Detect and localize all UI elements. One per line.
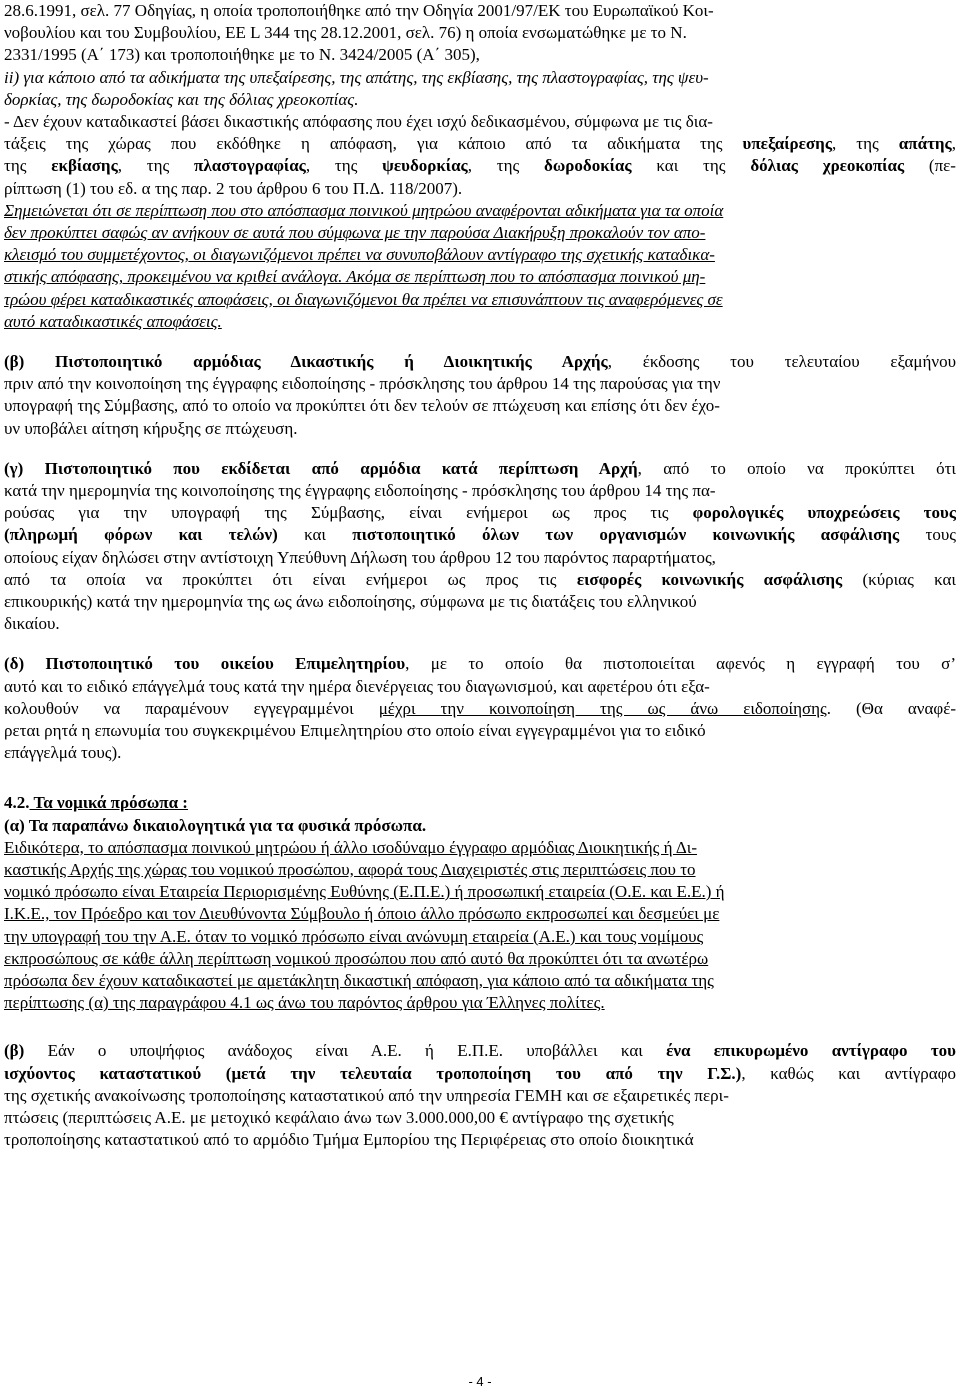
- text-line: της εκβίασης, της πλαστογραφίας, της ψευδορκίας, της δωροδοκίας και της δόλιας χρεοκοπίας (πε-: [4, 156, 956, 176]
- text-line: οποίους είχαν δηλώσει στην αντίστοιχη Υπεύθυνη Δήλωση του άρθρου 12 του παρόντος παραρτήματος,: [4, 547, 716, 567]
- text-line: πτώσεις (περιπτώσεις Α.Ε. με μετοχικό κεφάλαιο άνω των 3.000.000,00 € αντίγραφο της σχετικής: [4, 1107, 674, 1127]
- text-line: επικουρικής) κατά την ημερομηνία της ως άνω ειδοποίησης, σύμφωνα με τις διατάξεις του ελληνικού: [4, 591, 697, 611]
- page-number: - 4 -: [468, 1374, 492, 1389]
- paragraph-offences-list: [4, 67, 956, 111]
- text-line: (πληρωμή φόρων και τελών) και πιστοποιητικό όλων των οργανισμών κοινωνικής ασφάλισης τους: [4, 525, 956, 545]
- paragraph-no-conviction: [4, 111, 956, 200]
- text-line: τάξεις της χώρας που εκδόθηκε η απόφαση, για κάποιο από τα αδικήματα της υπεξαίρεσης, της απάτης,: [4, 134, 956, 154]
- paragraph-articles-of-association: [4, 1040, 956, 1151]
- text-line: Ειδικότερα, το απόσπασμα ποινικού μητρώου ή άλλο ισοδύναμο έγγραφο αρμόδιας Διοικητικής ή Δι-: [4, 837, 698, 857]
- text-line: Ι.Κ.Ε., τον Πρόεδρο και τον Διευθύνοντα Σύμβουλο ή όποιο άλλο πρόσωπο εκπροσωπεί και δεσμεύει με: [4, 904, 720, 924]
- text-line: υπογραφή της Σύμβασης, από το οποίο να προκύπτει ότι δεν τελούν σε πτώχευση και επίσης ότι δεν έχο-: [4, 396, 720, 416]
- text-line: νοβουλίου και του Συμβουλίου, ΕΕ L 344 της 28.12.2001, σελ. 76) η οποία ενσωματώθηκε με το Ν.: [4, 23, 687, 43]
- text-line: περίπτωσης (α) της παραγράφου 4.1 ως άνω του παρόντος άρθρου για Έλληνες πολίτες.: [4, 993, 605, 1013]
- text-line: την υπογραφή του την Α.Ε. όταν το νομικό πρόσωπο είναι ανώνυμη εταιρεία (Α.Ε.) και τους νομίμους: [4, 926, 704, 946]
- text-line: τρώου φέρει καταδικαστικές αποφάσεις, οι διαγωνιζόμενοι θα πρέπει να επισυνάπτουν τις αναφερόμενες σε: [4, 289, 723, 309]
- paragraph-tax-certificate: [4, 458, 956, 636]
- text-line: κλεισμό του συμμετέχοντος, οι διαγωνιζόμενοι πρέπει να συνυποβάλουν αντίγραφο της σχετικής καταδικα-: [4, 245, 715, 265]
- text-line: αυτό και το ειδικό επάγγελμά τους κατά την ημέρα διενέργειας του διαγωνισμού, και αφετέρου ότι εξα-: [4, 676, 710, 696]
- paragraph-chamber-certificate: [4, 653, 956, 764]
- section-title: 4.2. Τα νομικά πρόσωπα :: [4, 793, 188, 813]
- text-line: (δ) Πιστοποιητικό του οικείου Επιμελητηρίου, με το οποίο θα πιστοποιείται αφενός η εγγραφή του σ’: [4, 654, 956, 674]
- text-line: 28.6.1991, σελ. 77 Οδηγίας, η οποία τροποποιήθηκε από την Οδηγία 2001/97/ΕΚ του Ευρωπαϊκού Κοι-: [4, 1, 714, 20]
- text-line: Σημειώνεται ότι σε περίπτωση που στο απόσπασμα ποινικού μητρώου αναφέρονται αδικήματα για τα οποία: [4, 200, 724, 220]
- text-line: στικής απόφασης, προκειμένου να κριθεί ανάλογα. Ακόμα σε περίπτωση που το απόσπασμα ποινικού μη-: [4, 267, 706, 287]
- text-line: της σχετικής ανακοίνωσης τροποποίησης καταστατικού από την υπηρεσία ΓΕΜΗ και σε εξαιρετικές περι-: [4, 1085, 729, 1105]
- text-line: αυτό καταδικαστικές αποφάσεις.: [4, 311, 222, 331]
- text-line: τροποποίησης καταστατικού από το αρμόδιο Τμήμα Εμπορίου της Περιφέρειας στο οποίο διοικητικά: [4, 1130, 694, 1150]
- text-line: (β) Πιστοποιητικό αρμόδιας Δικαστικής ή Διοικητικής Αρχής, έκδοσης του τελευταίου εξαμήνου: [4, 352, 956, 372]
- text-line: - Δεν έχουν καταδικαστεί βάσει δικαστικής απόφασης που έχει ισχύ δεδικασμένου, σύμφωνα με τις δια-: [4, 112, 713, 132]
- text-line: δορκίας, της δωροδοκίας και της δόλιας χρεοκοπίας.: [4, 89, 359, 109]
- subsection-title: (α) Τα παραπάνω δικαιολογητικά για τα φυσικά πρόσωπα.: [4, 815, 427, 835]
- paragraph-legal-entities: [4, 837, 956, 1015]
- text-line: ισχύοντος καταστατικού (μετά την τελευταία τροποποίηση του από την Γ.Σ.), καθώς και αντίγραφο: [4, 1063, 956, 1083]
- text-line: δεν προκύπτει σαφώς αν ανήκουν σε αυτά που σύμφωνα με την παρούσα Διακήρυξη προκαλούν τον απο-: [4, 223, 706, 242]
- text-line: πριν από την κοινοποίηση της έγγραφης ειδοποίησης - πρόσκλησης του άρθρου 14 της παρούσας για την: [4, 374, 721, 394]
- text-line: κατά την ημερομηνία της κοινοποίησης της έγγραφης ειδοποίησης - πρόσκλησης του άρθρου 14 της πα-: [4, 481, 716, 500]
- text-line: (β) Εάν ο υποψήφιος ανάδοχος είναι Α.Ε. ή Ε.Π.Ε. υποβάλλει και ένα επικυρωμένο αντίγραφο του: [4, 1041, 956, 1061]
- text-line: εκπροσώπους σε κάθε άλλη περίπτωση νομικού προσώπου που από αυτό θα προκύπτει ότι τα ανωτέρω: [4, 948, 709, 968]
- text-line: ρούσας για την υπογραφή της Σύμβασης, είναι ενήμεροι ως προς τις φορολογικές υποχρεώσεις τους: [4, 503, 956, 523]
- paragraph-bankruptcy-certificate: [4, 351, 956, 440]
- section-heading: [4, 792, 956, 836]
- text-line: επάγγελμά τους).: [4, 743, 122, 763]
- text-line: νομικό πρόσωπο είναι Εταιρεία Περιορισμένης Ευθύνης (Ε.Π.Ε.) ή προσωπική εταιρεία (Ο.Ε. και Ε.Ε.) ή: [4, 882, 725, 902]
- text-line: ii) για κάποιο από τα αδικήματα της υπεξαίρεσης, της απάτης, της εκβίασης, της πλαστογραφίας, της ψευ-: [4, 67, 709, 87]
- text-line: 2331/1995 (Α΄ 173) και τροποποιήθηκε με το Ν. 3424/2005 (Α΄ 305),: [4, 45, 480, 65]
- paragraph-note-criminal-record: [4, 200, 956, 333]
- text-line: πρόσωπα δεν έχουν καταδικαστεί με αμετάκλητη δικαστική απόφαση, για κάποιο από τα αδικήματα της: [4, 970, 714, 990]
- text-line: καστικής Αρχής της χώρας του νομικού προσώπου, αφορά τους Διαχειριστές στις περιπτώσεις που το: [4, 859, 696, 879]
- text-line: κολουθούν να παραμένουν εγγεγραμμένοι μέχρι την κοινοποίηση της ως άνω ειδοποίησης. (Θα αναφέ-: [4, 698, 956, 718]
- text-line: (γ) Πιστοποιητικό που εκδίδεται από αρμόδια κατά περίπτωση Αρχή, από το οποίο να προκύπτει ότι: [4, 458, 956, 478]
- text-line: ρίπτωση (1) του εδ. α της παρ. 2 του άρθρου 6 του Π.Δ. 118/2007).: [4, 178, 463, 198]
- text-line: από τα οποία να προκύπτει ότι είναι ενήμεροι ως προς τις εισφορές κοινωνικής ασφάλισης (κύριας και: [4, 569, 956, 589]
- text-line: δικαίου.: [4, 614, 60, 634]
- text-line: ρεται ρητά η επωνυμία του συγκεκριμένου Επιμελητηρίου στο οποίο είναι εγγεγραμμένοι για το ειδικό: [4, 720, 706, 740]
- text-line: υν υποβάλει αίτηση κήρυξης σε πτώχευση.: [4, 418, 298, 438]
- paragraph-directive-reference: [4, 0, 956, 67]
